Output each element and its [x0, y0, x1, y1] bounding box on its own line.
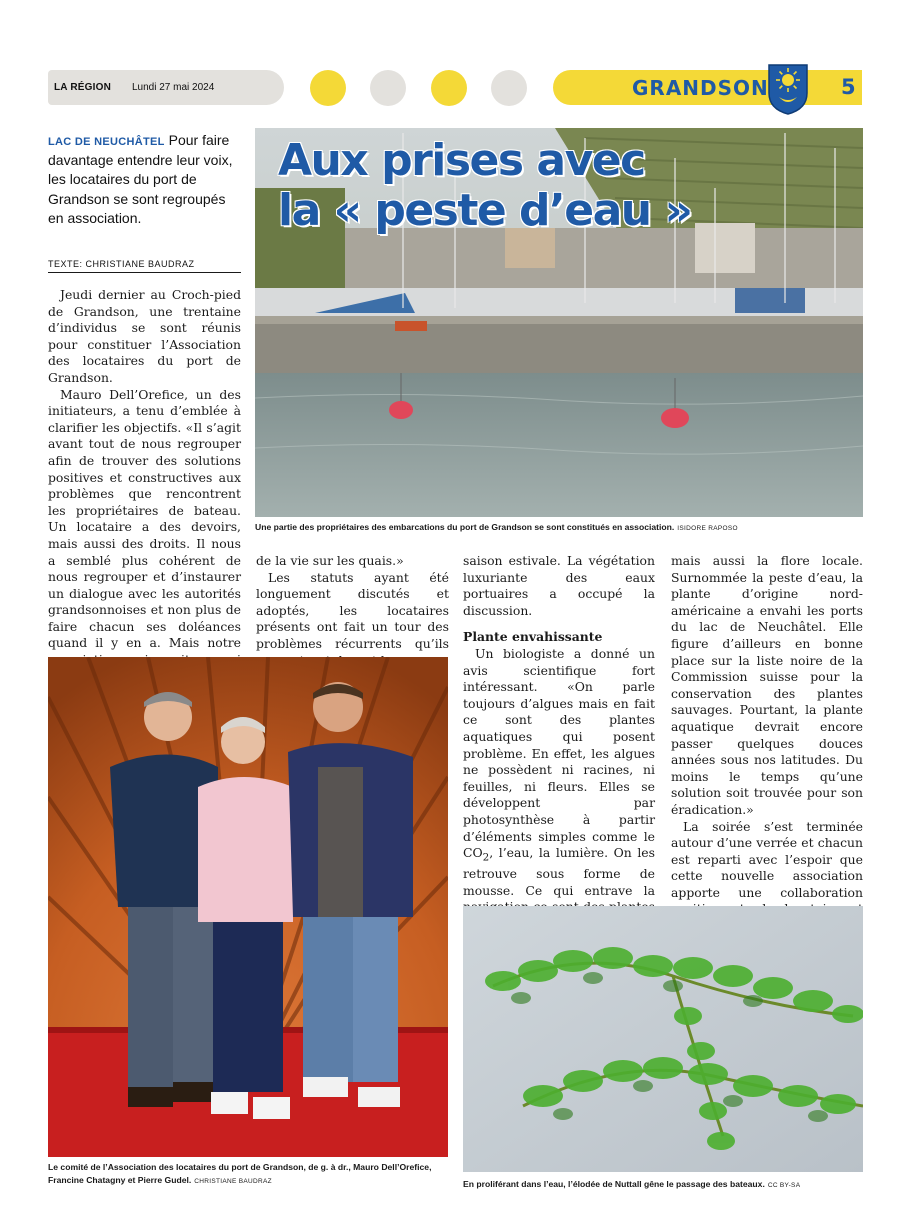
decor-dot-grey — [370, 70, 406, 106]
lead-text: Pour faire davantage entendre leur voix, les locataires du port de Grandson se sont regroupés en association. — [48, 132, 233, 226]
headline-line-1: Aux prises avec — [278, 135, 645, 186]
body-column-1 — [48, 287, 241, 702]
page-number: 5 — [841, 75, 856, 99]
subheading: Plante envahissante — [463, 629, 603, 645]
harbor-caption — [255, 521, 875, 536]
section-title: GRANDSON — [632, 76, 769, 100]
body-column-2 — [256, 553, 449, 669]
decor-dot-yellow — [431, 70, 467, 106]
body-text: Un biologiste a donné un avis scientifique fort intéressant. «On parle toujours d’algues mais en fait ce sont des plantes aquatiques qui posent problème. En effet, les algues ne possèdent ni racines, ni feuilles, ni fleurs. Elles se développent par photosynthèse à partir d’éléments simples comme le CO — [463, 645, 655, 861]
elodea-photo-credit: CC BY-SA — [767, 1182, 801, 1189]
body-column-4 — [671, 553, 863, 951]
committee-caption-text: Le comité de l’Association des locataires du port de Grandson, de g. à dr., Mauro Dell’Orefice, Francine Chatagny et Pierre Gudel. — [48, 1162, 432, 1185]
elodea-caption — [463, 1178, 873, 1193]
body-paragraph: de la vie sur les quais.» — [256, 553, 404, 568]
committee-photo-credit: CHRISTIANE BAUDRAZ — [194, 1177, 272, 1185]
harbor-photo-credit: ISIDORE RAPOSO — [677, 525, 738, 532]
body-paragraph: saison estivale. La végétation luxuriante des eaux portuaires a occupé la discussion. — [463, 553, 655, 618]
article-lead — [48, 131, 244, 229]
body-paragraph: Jeudi dernier au Croch-pied de Grandson, une trentaine d’individus se sont réunis pour constituer l’Association des locataires du port de Grandson. — [48, 287, 241, 385]
publication-name: LA RÉGION — [54, 82, 111, 93]
header-section-band — [553, 70, 862, 105]
decor-dot-yellow — [310, 70, 346, 106]
body-paragraph: Les statuts ayant été longuement discutés et adoptés, les locataires présents ont fait un tour des problèmes récurrents qu’ils — [256, 569, 449, 651]
committee-photo — [48, 657, 448, 1157]
body-paragraph: La soirée s’est terminée autour d’une verrée et chacun est reparti avec l’espoir que cette nouvelle association apporte une collaboration — [671, 818, 863, 900]
headline — [278, 136, 758, 236]
committee-caption — [48, 1161, 453, 1188]
body-text: , l’eau, la lumière. On les retrouve sous forme de mousse. Ce qui entrave la — [463, 845, 655, 898]
elodea-photo — [463, 906, 863, 1172]
issue-date: Lundi 27 mai 2024 — [132, 82, 215, 93]
decor-dot-grey — [491, 70, 527, 106]
body-paragraph: mais aussi la flore locale. Surnommée la peste d’eau, la plante d’origine nord-américaine a envahi les ports du lac de Neuchâtel. Elle figure d’ailleurs en bonne place sur la liste noire de la Commission suisse pour la conservation des plantes sauvages. Pourtant, la plante aquatique devrait encore passer quelques douces années sous nos latitudes. Du moins le temps qu’une solution soit trouvée pour son éradication.» — [671, 553, 863, 817]
body-paragraph: Mauro Dell’Orefice, un des initiateurs, a tenu d’emblée à clarifier les objectifs. «Il s’agit avant tout de nous regrouper afin de trouver des solutions positives et constructives aux problèmes que rencontrent les propriétaires de bateau. Un locataire a des devoirs, mais aussi des droits. Il nous a semblé plus cohérent de nous regrouper et d’instaurer un dialogue avec les autorités grandsonnoises et non plus de faire chacun ses doléances quand il y en a. Mais notre — [48, 386, 241, 651]
headline-line-2: la « peste d’eau » — [278, 185, 692, 236]
article-kicker: LAC DE NEUCHÂTEL — [48, 136, 165, 148]
header-left-band — [48, 70, 284, 105]
co2-subscript: 2 — [482, 851, 490, 864]
byline: TEXTE: CHRISTIANE BAUDRAZ — [48, 259, 241, 273]
elodea-caption-text: En proliférant dans l’eau, l’élodée de Nuttall gêne le passage des bateaux. — [463, 1179, 765, 1189]
harbor-caption-text: Une partie des propriétaires des embarcations du port de Grandson se sont constitués en association. — [255, 522, 675, 532]
grandson-crest-icon — [767, 63, 809, 115]
